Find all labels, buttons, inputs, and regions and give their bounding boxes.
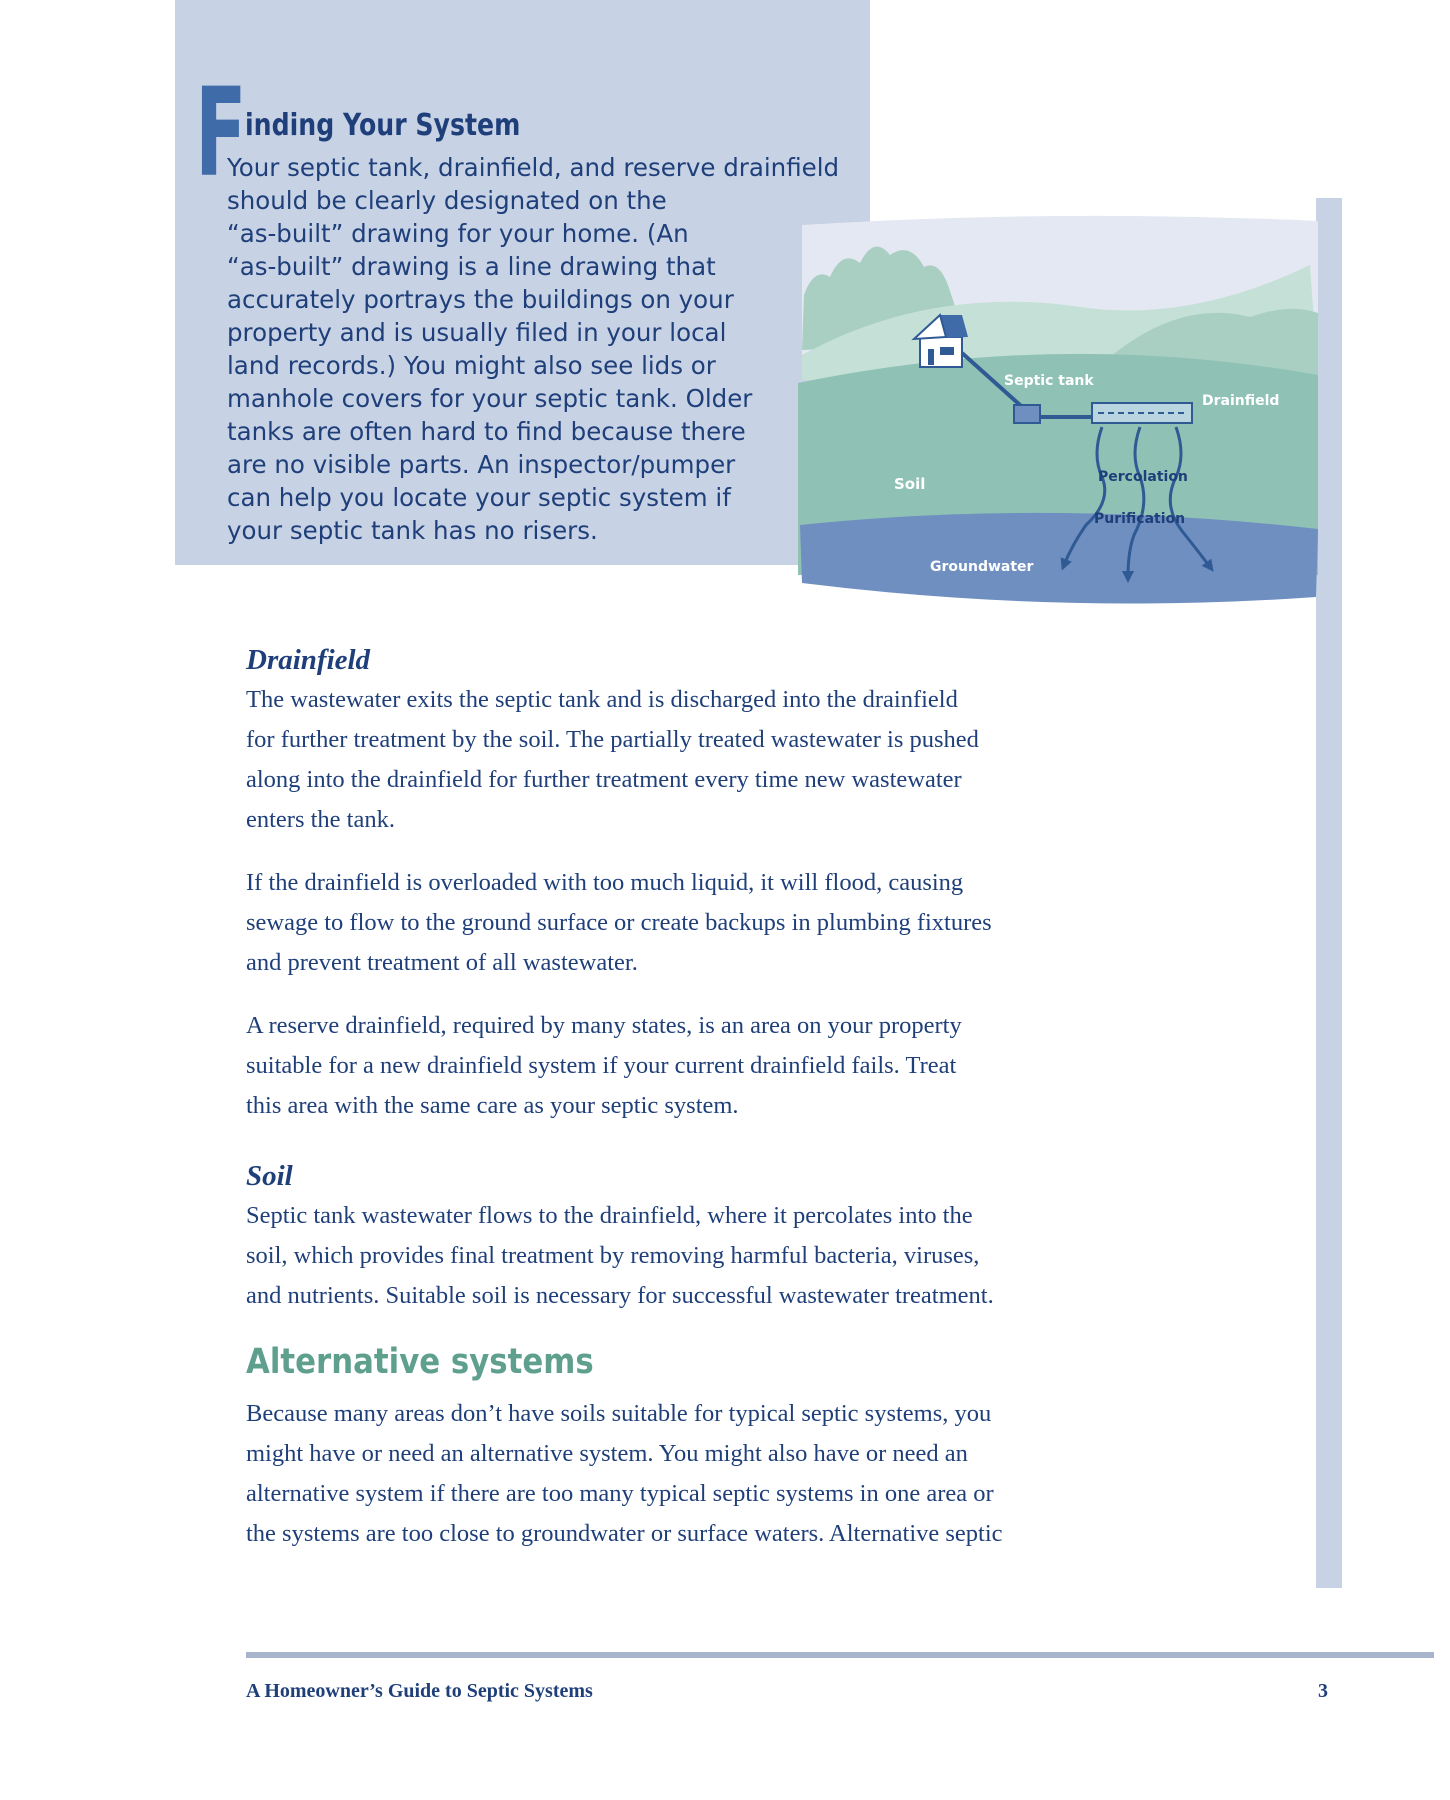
footer-rule <box>246 1652 1434 1658</box>
text-line: and prevent treatment of all wastewater. <box>246 949 638 976</box>
finding-line: manhole covers for your septic tank. Older <box>227 384 753 413</box>
text-line: sewage to flow to the ground surface or create backups in plumbing fixtures <box>246 909 992 936</box>
text-line: A reserve drainfield, required by many states, is an area on your property <box>246 1012 962 1039</box>
text-line: along into the drainfield for further treatment every time new wastewater <box>246 766 962 793</box>
text-line: The wastewater exits the septic tank and is discharged into the drainfield <box>246 686 958 713</box>
text-line: If the drainfield is overloaded with too much liquid, it will flood, causing <box>246 869 964 896</box>
finding-system-title: inding Your System <box>245 108 521 143</box>
drop-cap: F <box>195 62 247 204</box>
finding-line: should be clearly designated on the <box>227 186 667 215</box>
finding-line: land records.) You might also see lids or <box>227 351 716 380</box>
finding-line: “as-built” drawing for your home. (An <box>227 219 689 248</box>
septic-tank-label: Septic tank <box>1004 373 1094 389</box>
text-line: suitable for a new drainfield system if your current drainfield fails. Treat <box>246 1052 957 1079</box>
purification-label: Purification <box>1094 511 1186 527</box>
text-line: this area with the same care as your septic system. <box>246 1092 739 1119</box>
finding-line: tanks are often hard to find because there <box>227 417 746 446</box>
percolation-label: Percolation <box>1098 469 1188 485</box>
soil-label: Soil <box>894 475 926 493</box>
text-line: alternative system if there are too many typical septic systems in one area or <box>246 1480 994 1507</box>
text-line: Because many areas don’t have soils suitable for typical septic systems, you <box>246 1400 992 1427</box>
septic-system-illustration <box>790 205 1330 615</box>
finding-line: are no visible parts. An inspector/pumper <box>227 450 736 479</box>
drainfield-paragraph-1 <box>246 680 1106 840</box>
text-line: and nutrients. Suitable soil is necessary for successful wastewater treatment. <box>246 1282 994 1309</box>
septic-tank <box>1014 405 1040 423</box>
text-line: for further treatment by the soil. The partially treated wastewater is pushed <box>246 726 979 753</box>
alternative-systems-paragraph <box>246 1394 1106 1554</box>
text-line: might have or need an alternative system. You might also have or need an <box>246 1440 968 1467</box>
groundwater <box>800 513 1318 604</box>
drainfield-label: Drainfield <box>1202 393 1280 409</box>
finding-line: your septic tank has no risers. <box>227 516 598 545</box>
alternative-systems-heading: Alternative systems <box>246 1342 594 1382</box>
finding-line: accurately portrays the buildings on your <box>227 285 734 314</box>
soil-heading: Soil <box>246 1160 293 1192</box>
drainfield-paragraph-3 <box>246 1006 1106 1126</box>
finding-line: Your septic tank, drainfield, and reserve drainfield <box>227 153 840 182</box>
footer-title: A Homeowner’s Guide to Septic Systems <box>246 1680 593 1702</box>
drainfield-heading: Drainfield <box>246 644 371 676</box>
finding-line: can help you locate your septic system if <box>227 483 731 512</box>
text-line: soil, which provides final treatment by removing harmful bacteria, viruses, <box>246 1242 980 1269</box>
page-number: 3 <box>1318 1680 1328 1702</box>
text-line: the systems are too close to groundwater or surface waters. Alternative septic <box>246 1520 1003 1547</box>
drainfield-paragraph-2 <box>246 863 1106 983</box>
main-content <box>246 640 1106 1554</box>
finding-line: property and is usually filed in your local <box>227 318 727 347</box>
text-line: Septic tank wastewater flows to the drainfield, where it percolates into the <box>246 1202 973 1229</box>
text-line: enters the tank. <box>246 806 395 833</box>
finding-line: “as-built” drawing is a line drawing that <box>227 252 716 281</box>
soil-paragraph <box>246 1196 1106 1316</box>
finding-system-body <box>227 151 867 547</box>
groundwater-label: Groundwater <box>930 559 1034 575</box>
